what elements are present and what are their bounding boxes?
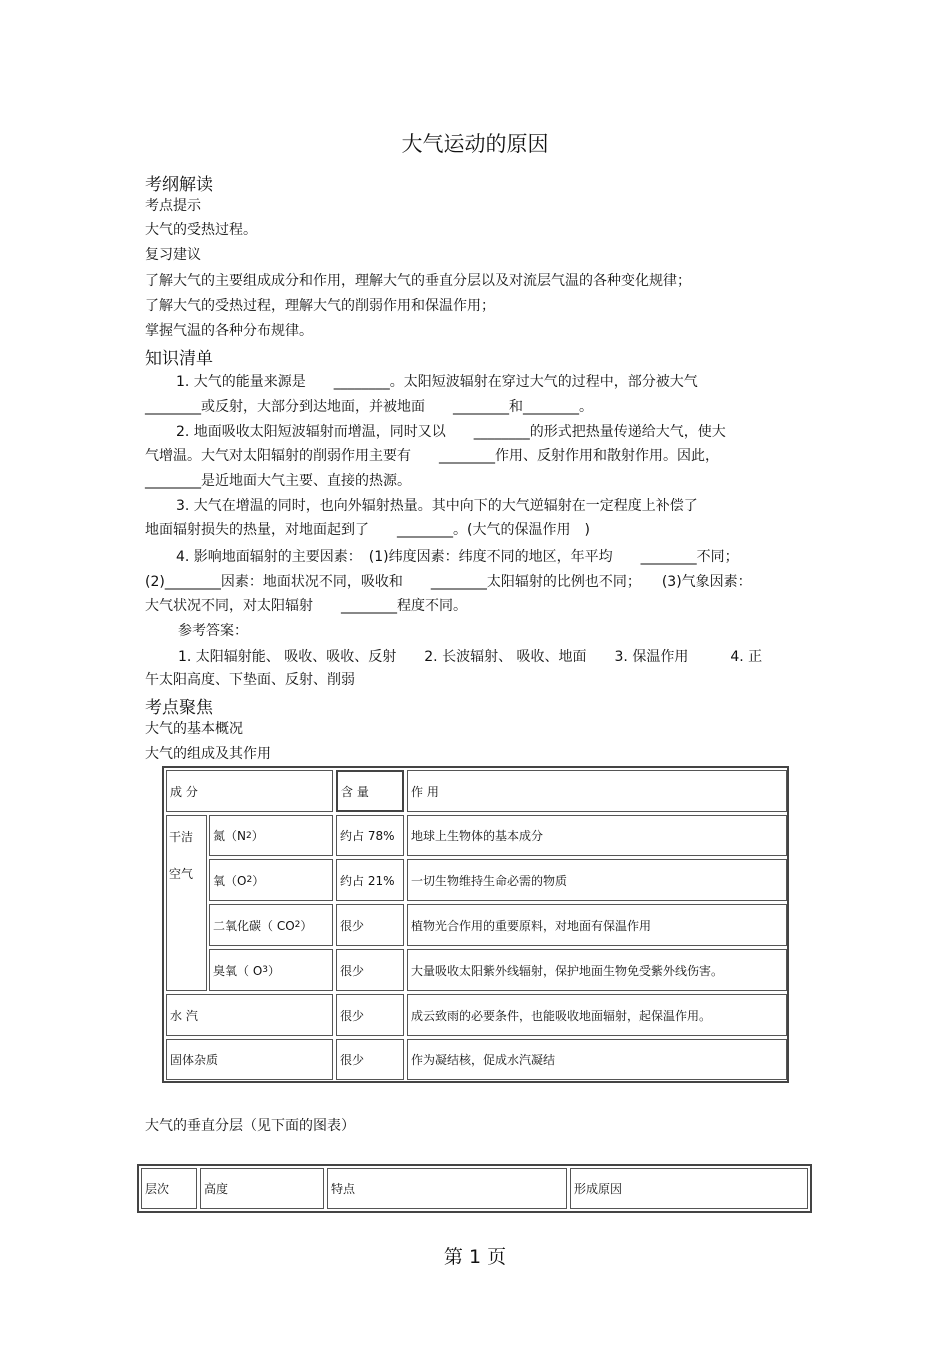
question-line: 1. 大气的能量来源是 ________。太阳短波辐射在穿过大气的过程中，部分被大气 xyxy=(176,374,698,390)
question-line: 大气状况不同，对太阳辐射 ________程度不同。 xyxy=(145,598,467,614)
content-co2: 很少 xyxy=(336,904,404,946)
component-name: 二氧化碳（ CO xyxy=(213,918,295,933)
header-component: 成 分 xyxy=(166,770,333,812)
advice-line: 了解大气的受热过程，理解大气的削弱作用和保温作用； xyxy=(145,298,495,314)
header-role: 作 用 xyxy=(407,770,787,812)
component-bracket: ） xyxy=(252,873,265,888)
question-line: 气增温。大气对太阳辐射的削弱作用主要有 ________作用、反射作用和散射作用。因此， xyxy=(145,448,719,464)
subheading-key-points: 考点提示 xyxy=(145,198,201,214)
role-oxygen: 一切生物维持生命必需的物质 xyxy=(407,859,787,901)
subheading-overview: 大气的基本概况 xyxy=(145,721,243,737)
content-solid-impurities: 很少 xyxy=(336,1039,404,1080)
answer-line: 1. 太阳辐射能、 吸收、吸收、反射 2. 长波辐射、 吸收、地面 3. 保温作用 4. 正 xyxy=(178,649,763,665)
group-label-air: 空气 xyxy=(169,867,194,881)
question-line: 3. 大气在增温的同时，也向外辐射热量。其中向下的大气逆辐射在一定程度上补偿了 xyxy=(176,498,698,514)
subheading-review-advice: 复习建议 xyxy=(145,247,201,263)
content-nitrogen: 约占 78% xyxy=(336,815,404,856)
header-height: 高度 xyxy=(200,1168,324,1209)
component-oxygen: 氧（O 2 ） xyxy=(209,859,333,901)
header-features: 特点 xyxy=(327,1168,567,1209)
content-ozone: 很少 xyxy=(336,949,404,991)
layer-table-caption: 大气的垂直分层（见下面的图表） xyxy=(145,1118,355,1134)
header-cause: 形成原因 xyxy=(570,1168,808,1209)
question-line: (2)________因素：地面状况不同，吸收和 ________太阳辐射的比例也不同； (3)气象因素： xyxy=(145,574,752,590)
content-water-vapor: 很少 xyxy=(336,994,404,1036)
component-name: 氮（N xyxy=(213,829,246,843)
component-ozone: 臭氧（ O 3 ） xyxy=(209,949,333,991)
component-name: 氧（O xyxy=(213,873,247,888)
group-label-dry: 干洁 xyxy=(169,830,194,844)
question-line: 4. 影响地面辐射的主要因素： (1)纬度因素：纬度不同的地区，年平均 ________不同； xyxy=(176,549,739,565)
content-oxygen: 约占 21% xyxy=(336,859,404,901)
component-co2: 二氧化碳（ CO 2 ） xyxy=(209,904,333,946)
component-bracket: ） xyxy=(300,918,313,933)
question-line: 2. 地面吸收太阳短波辐射而增温，同时又以 ________的形式把热量传递给大气，使大 xyxy=(176,424,726,440)
composition-table xyxy=(162,766,789,1083)
component-nitrogen: 氮（N 2 ） xyxy=(209,815,333,856)
answer-label: 参考答案： xyxy=(178,623,248,639)
advice-line: 掌握气温的各种分布规律。 xyxy=(145,323,313,339)
role-ozone: 大量吸收太阳紫外线辐射，保护地面生物免受紫外线伤害。 xyxy=(407,949,787,991)
page-title: 大气运动的原因 xyxy=(401,132,549,156)
header-content: 含 量 xyxy=(336,770,404,812)
section-heading-syllabus: 考纲解读 xyxy=(145,175,213,195)
subheading-composition: 大气的组成及其作用 xyxy=(145,746,271,762)
component-bracket: ） xyxy=(251,829,264,843)
key-point-text: 大气的受热过程。 xyxy=(145,222,257,238)
role-co2: 植物光合作用的重要原料，对地面有保温作用 xyxy=(407,904,787,946)
section-heading-knowledge-list: 知识清单 xyxy=(145,349,213,369)
role-water-vapor: 成云致雨的必要条件，也能吸收地面辐射，起保温作用。 xyxy=(407,994,787,1036)
component-water-vapor: 水 汽 xyxy=(166,994,333,1036)
advice-line: 了解大气的主要组成成分和作用，理解大气的垂直分层以及对流层气温的各种变化规律； xyxy=(145,273,691,289)
question-line: ________或反射，大部分到达地面，并被地面 ________和________。 xyxy=(145,399,593,415)
section-heading-focus: 考点聚焦 xyxy=(145,698,213,718)
component-solid-impurities: 固体杂质 xyxy=(166,1039,333,1080)
page-number: 第 1 页 xyxy=(443,1246,507,1268)
layer-table xyxy=(137,1164,812,1213)
role-nitrogen: 地球上生物体的基本成分 xyxy=(407,815,787,856)
role-solid-impurities: 作为凝结核，促成水汽凝结 xyxy=(407,1039,787,1080)
component-bracket: ） xyxy=(268,963,281,978)
answer-line: 午太阳高度、下垫面、反射、削弱 xyxy=(145,672,355,688)
question-line: 地面辐射损失的热量，对地面起到了 ________。(大气的保温作用 ) xyxy=(145,522,590,538)
component-name: 臭氧（ O xyxy=(213,963,263,978)
header-layer: 层次 xyxy=(141,1168,197,1209)
question-line: ________是近地面大气主要、直接的热源。 xyxy=(145,473,411,489)
